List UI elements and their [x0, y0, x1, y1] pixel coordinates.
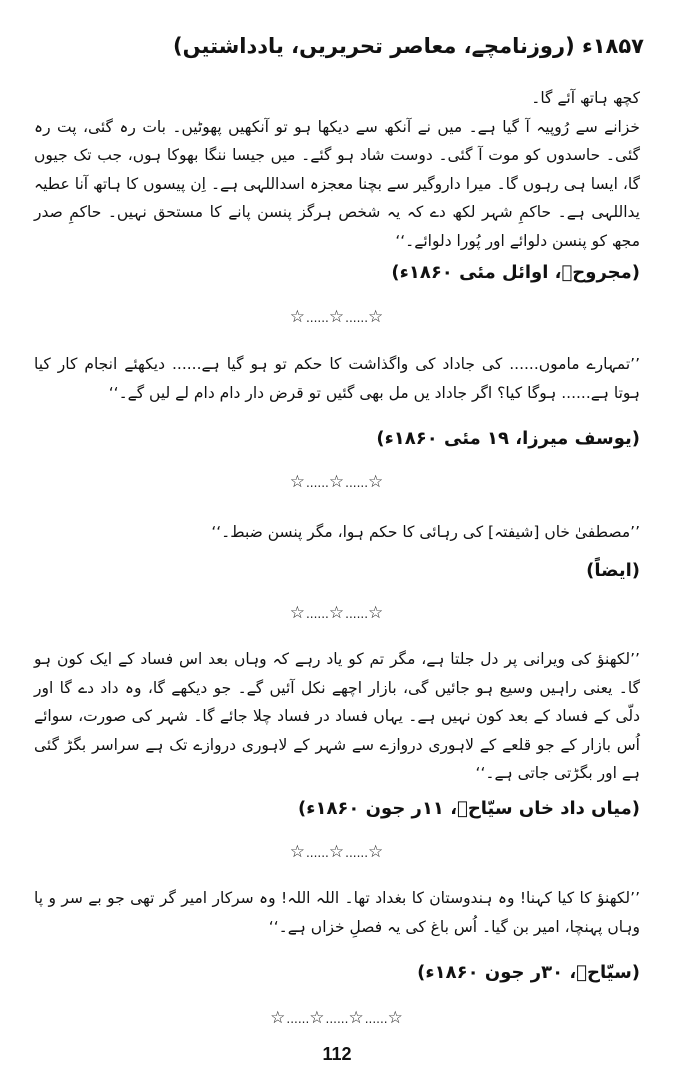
star-icon: ☆ [328, 307, 346, 327]
star-icon: ☆ [270, 1008, 287, 1028]
entry-4-citation: (میاں داد خاں سیّاحؔ، ۱۱ر جون ۱۸۶۰ء) [298, 798, 640, 819]
entry-2-citation: (یوسف میرزا، ۱۹ مئی ۱۸۶۰ء) [376, 428, 640, 449]
star-icon: ☆ [289, 472, 306, 492]
star-icon: ☆ [328, 603, 346, 623]
star-icon: ☆ [289, 307, 306, 327]
entry-3-text: ’’مصطفیٰ خاں [شیفتہ] کی رہائی کا حکم ہوا، مگر پنسن ضبط۔‘‘ [211, 523, 640, 541]
divider-dots: ...... [345, 476, 369, 490]
entry-1-body: خزانے سے رُوپیہ آ گیا ہے۔ میں نے آنکھ سے دیکھا ہو تو آنکھیں پھوٹیں۔ بات رہ گئی، پت رہ گئی۔ حاسدوں کو موت آ گئی۔ دوست شاد ہو گئے۔ میں جیسا ننگا بھوکا ہوں، جب تک جیوں گا، ایسا ہی رہوں گا۔ میرا داروگیر سے بچنا معجزہ اسداللہی ہے۔ اِن پیسوں کا ہاتھ آنا عطیہ یداللہی ہے۔ حاکمِ شہر لکھ دے کہ یہ شخص ہرگز پنسن پانے کا مستحق نہیں۔ حاکمِ صدر مجھ کو پنسن دلوائے اور پُورا دلوائے۔‘‘ [34, 117, 640, 250]
entry-2-text: ’’تمہارے ماموں...... کی جاداد کی واگذاشت کا حکم تو ہو گیا ہے...... دیکھئے انجام کار کیا ہوتا ہے...... ہوگا کیا؟ اگر جاداد یں مل بھی گئیں تو قرض دار دام دام لے لیں گے۔‘‘ [34, 355, 640, 402]
divider-dots: ...... [286, 1012, 310, 1026]
star-icon: ☆ [328, 842, 346, 862]
star-icon: ☆ [368, 307, 385, 327]
star-icon: ☆ [289, 842, 306, 862]
star-icon: ☆ [348, 1008, 365, 1028]
divider-dots: ...... [305, 476, 329, 490]
section-divider [0, 307, 674, 327]
star-icon: ☆ [368, 842, 385, 862]
entry-1-line: کچھ ہاتھ آئے گا۔ [531, 89, 640, 107]
entry-1-citation: (مجروحؔ، اوائل مئی ۱۸۶۰ء) [391, 262, 640, 283]
section-divider [0, 472, 674, 492]
star-icon: ☆ [387, 1008, 404, 1028]
divider-dots: ...... [345, 311, 369, 325]
divider-dots: ...... [345, 846, 369, 860]
entry-5-text: ’’لکھنؤ کا کیا کہنا! وہ ہندوستان کا بغداد تھا۔ اللہ اللہ! وہ سرکار امیر گر تھی جو بے سر و پا وہاں پہنچا، امیر بن گیا۔ اُس باغ کی یہ فصلِ خزاں ہے۔‘‘ [34, 889, 640, 936]
star-icon: ☆ [309, 1008, 326, 1028]
star-icon: ☆ [328, 472, 346, 492]
divider-dots: ...... [305, 311, 329, 325]
divider-dots: ...... [364, 1012, 388, 1026]
page-number: 112 [322, 1044, 352, 1064]
entry-4-text: ’’لکھنؤ کی ویرانی پر دل جلتا ہے، مگر تم کو یاد رہے کہ وہاں بعد اس فساد کے ایک کون ہو گا۔ یعنی راہیں وسیع ہو جائیں گی، بازار اچھے نکل آئیں گے۔ جو دیکھے گا، وہ داد دے گا اور دلّی کے فساد کے بعد کون نہیں ہے۔ یہاں فساد در فساد چلا جائے گا۔ شہر کی صورت، سوائے اُس بازار کے جو قلعے کے لاہوری دروازے سے شہر کے لاہوری دروازے تک ہے سراسر بگڑ گئی ہے اور بگڑتی جاتی ہے۔‘‘ [34, 650, 640, 782]
divider-dots: ...... [325, 1012, 349, 1026]
section-divider [0, 1008, 674, 1028]
entry-1-text [34, 84, 640, 255]
entry-3-citation: (ایضاً) [586, 560, 640, 581]
section-divider [0, 842, 674, 862]
star-icon: ☆ [368, 472, 385, 492]
divider-dots: ...... [305, 846, 329, 860]
divider-dots: ...... [305, 607, 329, 621]
star-icon: ☆ [368, 603, 385, 623]
divider-dots: ...... [345, 607, 369, 621]
entry-5-citation: (سیّاحؔ، ۳۰ر جون ۱۸۶۰ء) [417, 962, 640, 983]
star-icon: ☆ [289, 603, 306, 623]
running-header: ۱۸۵۷ء (روزنامچے، معاصر تحریریں، یادداشتیں) [173, 34, 644, 58]
section-divider [0, 603, 674, 623]
